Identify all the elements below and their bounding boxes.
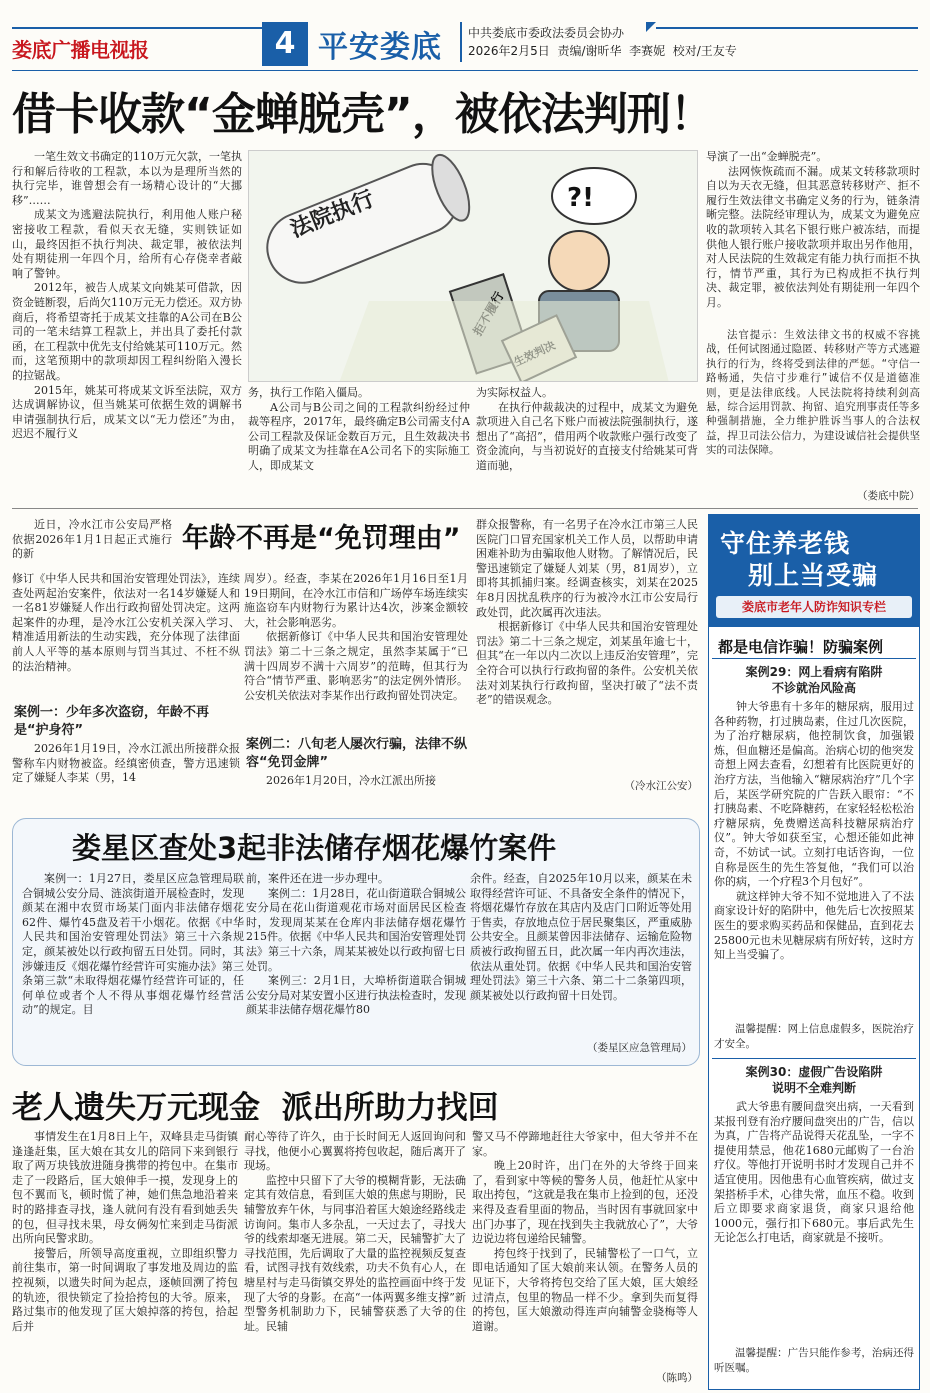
story2-col1b: 2026年1月19日，冷水江派出所接群众报警称车内财物被盗。经缜密侦查，警方迅速锁定了嫌疑人李某（男，14	[12, 742, 240, 785]
case29-body: 钟大爷患有十多年的糖尿病，服用过各种药物，打过胰岛素，住过几次医院，为了治疗糖尿病，他控制饮食，加强锻炼，但血糖还是偏高。治病心切的他突发奇想上网去查看，幻想着有比医院更好的治疗方法，当他输入“糖尿病治疗”几个字后，某医学研究院的广告跃入眼帘：“不打胰岛素、不吃降糖药，在家轻轻松松治疗糖尿病，免费赠送高科技糖尿病治疗仪”。钟大爷如获至宝，心想还能如此神奇，不妨试一试。立刻打电话咨询，一位自称是医生的先生答复他，“我们可以治你的病，一个疗程3个月包好”。 就这样钟大爷不知不觉地进入了不法商家设计好的陷阱中，他先后七次按照某医生的要求购买药品和保健品，直到花去25800元也未见糖尿病有所好转，这时方知上当受骗了。	[714, 700, 914, 962]
story1-cartoon	[248, 150, 698, 382]
story4-col1: 事情发生在1月8日上午，双峰县走马街镇逢逢赶集，匡大娘在其女儿的陪同下来到银行取了两万块钱放进随身携带的挎包中。在集市走了一段路后，匡大娘伸手一摸，发现身上的包不翼而飞，顿时慌了神，她们焦急地沿着来时的路排查寻找，逢人就问有没有看到她丢失的包，但寻找未果，母女俩匆忙来到走马街派出所向民警求助。 接警后，所领导高度重视，立即组织警力前往集市，第一时间调取了事发地及周边的监控视频，以遗失时间为起点，逐帧回溯了挎包的轨迹，很快锁定了捡拾挎包的大爷。原来，路过集市的他发现了匡大娘掉落的挎包，拾起后并	[12, 1130, 238, 1333]
story1-col3: 为实际权益人。 在执行仲裁裁决的过程中，成某文为避免款项进入自己名下账户而被法院强制执行，遂想出了“高招”，借用两个收款账户强行改变了资金流向，与当初说好的直接支付给姚某可背道而驰，	[476, 386, 698, 472]
story4-headline: 老人遗失万元现金 派出所助力找回	[12, 1090, 499, 1126]
page-number: 4	[262, 22, 308, 66]
story2-case2-title: 案例二：八旬老人屡次行骗，法律不纵容“免罚金牌”	[246, 737, 468, 770]
cartoon-scroll-label: 法院执行	[286, 186, 378, 243]
case30-body: 武大爷患有腰间盘突出病，一天看到某报刊登有治疗腰间盘突出的广告，信以为真，广告将产品说得天花乱坠，一字不提使用禁忌，他花1680元邮购了一台治疗仪。等他打开说明书时才发现自己并不适宜使用。因他患有心血管疾病，做过支架搭桥手术，心律失常，血压不稳。收到后立即要求商家退货，商家只退给他1000元，强行扣下680元。事后武先生无论怎么打电话，商家就是不接听。	[714, 1100, 914, 1245]
story2-headline: 年龄不再是“免罚理由”	[182, 523, 461, 554]
judge-comment: 法官提示：生效法律文书的权威不容挑战，任何试图通过隐匿、转移财产等方式逃避执行的行为，终将受到法律的严惩。“守信一路畅通，失信寸步难行”诚信不仅是道德准则，更是法律底线。人民法院将持续利剑高悬，综合运用罚款、拘留、追究刑事责任等多种强制措施，全力维护胜诉当事人的合法权益，捍卫司法公信力，为建设诚信社会提供坚实的司法保障。	[706, 329, 920, 457]
section-title: 平安娄底	[318, 30, 442, 65]
story3-col1: 案例一：1月27日，娄星区应急管理局联合铜城公安分局、涟滨街道开展检查时，发现颜某在湘中农贸市场某门面内非法储存烟花62件、爆竹45盘及若干小烟花。依据《中华人民共和国治安管理处罚法》第三十六条规定，颜某被处以行政拘留五日处罚。同时，其涉嫌违反《烟花爆竹经营许可实施办法》第三条第三款“未取得烟花爆竹经营许可证的，任何单位或者个人不得从事烟花爆竹经营活动”的规定。目	[22, 872, 244, 1017]
brand-logo: 娄底广播电视报	[12, 38, 149, 62]
sidebar-tip1: 温馨提醒：网上信息虚假多，医院治疗才安全。	[714, 1023, 914, 1050]
story2-col2: 周岁）。经查，李某在2026年1月16日至1月19日期间，在冷水江市信和广场停车场连续实施盗窃车内财物行为累计达4次，涉案金额较大，社会影响恶劣。 依据新修订《中华人民共和国治安管理处罚法》第二十三条之规定，虽然李某属于“已满十四周岁不满十六周岁”的范畴，但其行为符合“情节严重、影响恶劣”的法定例外情形。公安机关依法对李某作出行政拘留处罚决定。	[244, 572, 468, 702]
story3-headline: 娄星区查处3起非法储存烟花爆竹案件	[72, 831, 557, 865]
story2-col1: 修订《中华人民共和国治安管理处罚法》，连续查处两起治安案件，依法对一名14岁嫌疑人和一名81岁嫌疑人作出行政拘留处罚决定。这两起案件的办理，是冷水江公安机关深入学习、精准适用新法的生动实践，充分体现了法律面前人人平等的基本原则与罚当其过、不枉不纵的法治精神。	[12, 572, 240, 673]
story4-col2: 耐心等待了许久，由于长时间无人返回询问和寻找，他便小心翼翼将挎包收起，随后离开了现场。 监控中只留下了大爷的模糊背影，无法确定其有效信息，看到匡大娘的焦虑与期盼，民辅警放弃午休，与同事沿着匡大娘途经路线走访询问。集市人多杂乱，一天过去了，寻找大爷的线索却毫无进展。第二天，民辅警扩大了寻找范围，先后调取了大量的监控视频反复查看，试图寻找有效线索，功夫不负有心人，在塘星村与走马街镇交界处的监控画面中终于发现了大爷的身影。在高“一体两翼多维支撑”新型警务机制助力下，民辅警获悉了大爷的住址。民辅	[244, 1130, 466, 1333]
story2-case1-title: 案例一：少年多次盗窃，年龄不再是“护身符”	[14, 705, 210, 738]
partner-line: 中共娄底市委政法委员会协办	[468, 26, 625, 40]
story1-source: （娄底中院）	[857, 490, 920, 502]
story2-source: （冷水江公安）	[624, 780, 698, 792]
story3-col3: 余件。经查，自2025年10月以来，颜某在未取得经营许可证、不具备安全条件的情况下，将烟花爆竹存放在其店内及店门口附近等处用于售卖，存放地点位于居民聚集区，严重威胁公共安全。且颜某曾因非法储存、运输危险物质被行政拘留五日，此次属一年内再次违法，依法从重处罚。依据《中华人民共和国治安管理处罚法》第三十六条、第二十二条第四项，颜某被处以行政拘留十日处罚。	[470, 872, 692, 1002]
svg-text:?!: ?!	[567, 183, 594, 213]
sidebar-tip2: 温馨提醒：广告只能作参考，治病还得听医嘱。	[714, 1347, 914, 1374]
header-triangle	[646, 22, 656, 32]
story1-headline: 借卡收款“金蝉脱壳”，被依法判刑！	[12, 89, 713, 140]
story4-source: （陈鸣）	[656, 1372, 698, 1384]
sidebar-title-1: 守住养老钱	[720, 529, 851, 558]
story1-col2: 务，执行工作陷入僵局。 A公司与B公司之间的工程款纠纷经过仲裁等程序，2017年，最终确定B公司需支付A公司工程款及保证金数百万元，且生效裁决书明确了成某文为挂靠在A公司名下的实际施工人，即成某文	[248, 386, 470, 472]
sidebar-heading: 都是电信诈骗！防骗案例	[718, 638, 884, 656]
masthead	[0, 0, 930, 70]
story1-col4: 导演了一出“金蝉脱壳”。 法网恢恢疏而不漏。成某文转移款项时自以为天衣无缝，但其恶意转移财产、拒不履行生效法律文书确定义务的行为，链条清晰完整。法院经审理认为，成某文为避免应收的款项转入其名下银行账户被冻结，而提供他人银行账户接收款项并取出另作他用，对人民法院的生效裁定有能力执行而拒不执行，情节严重，其行为已构成拒不执行判决、裁定罪，被依法判处有期徒刑一年四个月。	[706, 150, 920, 309]
sidebar-title-2: 别上当受骗	[748, 561, 879, 590]
story2-col2b: 2026年1月20日，冷水江派出所接	[266, 774, 436, 787]
story1-col1: 一笔生效文书确定的110万元欠款，一笔执行和解后待收的工程款，本以为是理所当然的执行完毕，谁曾想会有一场精心设计的“大挪移”…… 成某文为逃避法院执行，利用他人账户秘密接收工程款，看似天衣无缝，实则铁证如山，最终因拒不执行判决、裁定罪，被依法判处有期徒刑一年四个月，给所有心存侥幸者敲响了警钟。 2012年，被告人成某文向姚某可借款，因资金链断裂，后尚欠110万元无力偿还。双方协商后，将希望寄托于成某文挂靠的A公司在B公司的一笔未结算工程款上，并出具了委托付款函，在工程款中优先支付给姚某可110万元。然而，这笔预期中的款项却因工程纠纷陷入漫长的拉锯战。 2015年，姚某可将成某文诉至法院，双方达成调解协议，但当姚某可依据生效的调解书申请强制执行后，成某文以“无力偿还”为由，迟迟不履行义	[12, 150, 242, 441]
story3-col2: 前，案件还在进一步办理中。 案例二：1月28日，花山街道联合铜城公安分局在花山街道观花市场对面居民区检查时，发现周某某在仓库内非法储存烟花爆竹215件。依据《中华人民共和国治安管理处罚法》第三十六条，周某某被处以行政拘留七日处罚。 案例三：2月1日，大埠桥街道联合铜城公安分局对某安置小区进行执法检查时，发现颜某非法储存烟花爆竹80	[246, 872, 466, 1017]
case29-title: 案例29：网上看病有陷阱 不诊就治风险高	[745, 665, 883, 695]
story2-col3: 群众报警称，有一名男子在冷水江市第三人民医院门口冒充国家机关工作人员，以帮助申请困难补助为由骗取他人财物。了解情况后，民警迅速锁定了嫌疑人刘某（男，81周岁），立即将其抓捕归案。经调查核实，刘某在2025年8月因扰乱秩序的行为被冷水江市公安局行政处罚，此次属再次违法。 根据新修订《中华人民共和国治安管理处罚法》第二十三条之规定，刘某虽年逾七十，但其“在一年以内二次以上违反治安管理”，完全符合可以执行行政拘留的条件。公安机关依法对刘某执行行政拘留，坚决打破了“法不责老”的错误观念。	[476, 518, 698, 707]
story2-intro: 近日，冷水江市公安局严格依据2026年1月1日起正式施行的新	[12, 518, 172, 561]
sidebar-column-banner: 娄底市老年人防诈知识专栏	[716, 596, 912, 618]
story3-source: （娄星区应急管理局）	[587, 1042, 692, 1054]
case30-title: 案例30：虚假广告设陷阱 说明不全难判断	[745, 1065, 883, 1095]
date-editors: 2026年2月5日 责编/谢昕华 李赛妮 校对/王友专	[468, 44, 737, 58]
story4-col3: 警又马不停蹄地赶往大爷家中，但大爷并不在家。 晚上20时许，出门在外的大爷终于回来了，看到家中等候的警务人员，他赶忙从家中取出挎包，“这就是我在集市上捡到的包，还没来得及查看里面的物品，当时因有事就回家中出门办事了，现在找到失主我就放心了”，大爷边说边将包递给民辅警。 挎包终于找到了，民辅警松了一口气，立即电话通知了匡大娘前来认领。在警务人员的见证下，大爷将挎包交给了匡大娘，匡大娘经过清点，包里的物品一样不少。拿到失而复得的挎包，匡大娘激动得连声向辅警金骁梅等人道谢。	[472, 1130, 698, 1333]
header-divider	[460, 22, 462, 62]
